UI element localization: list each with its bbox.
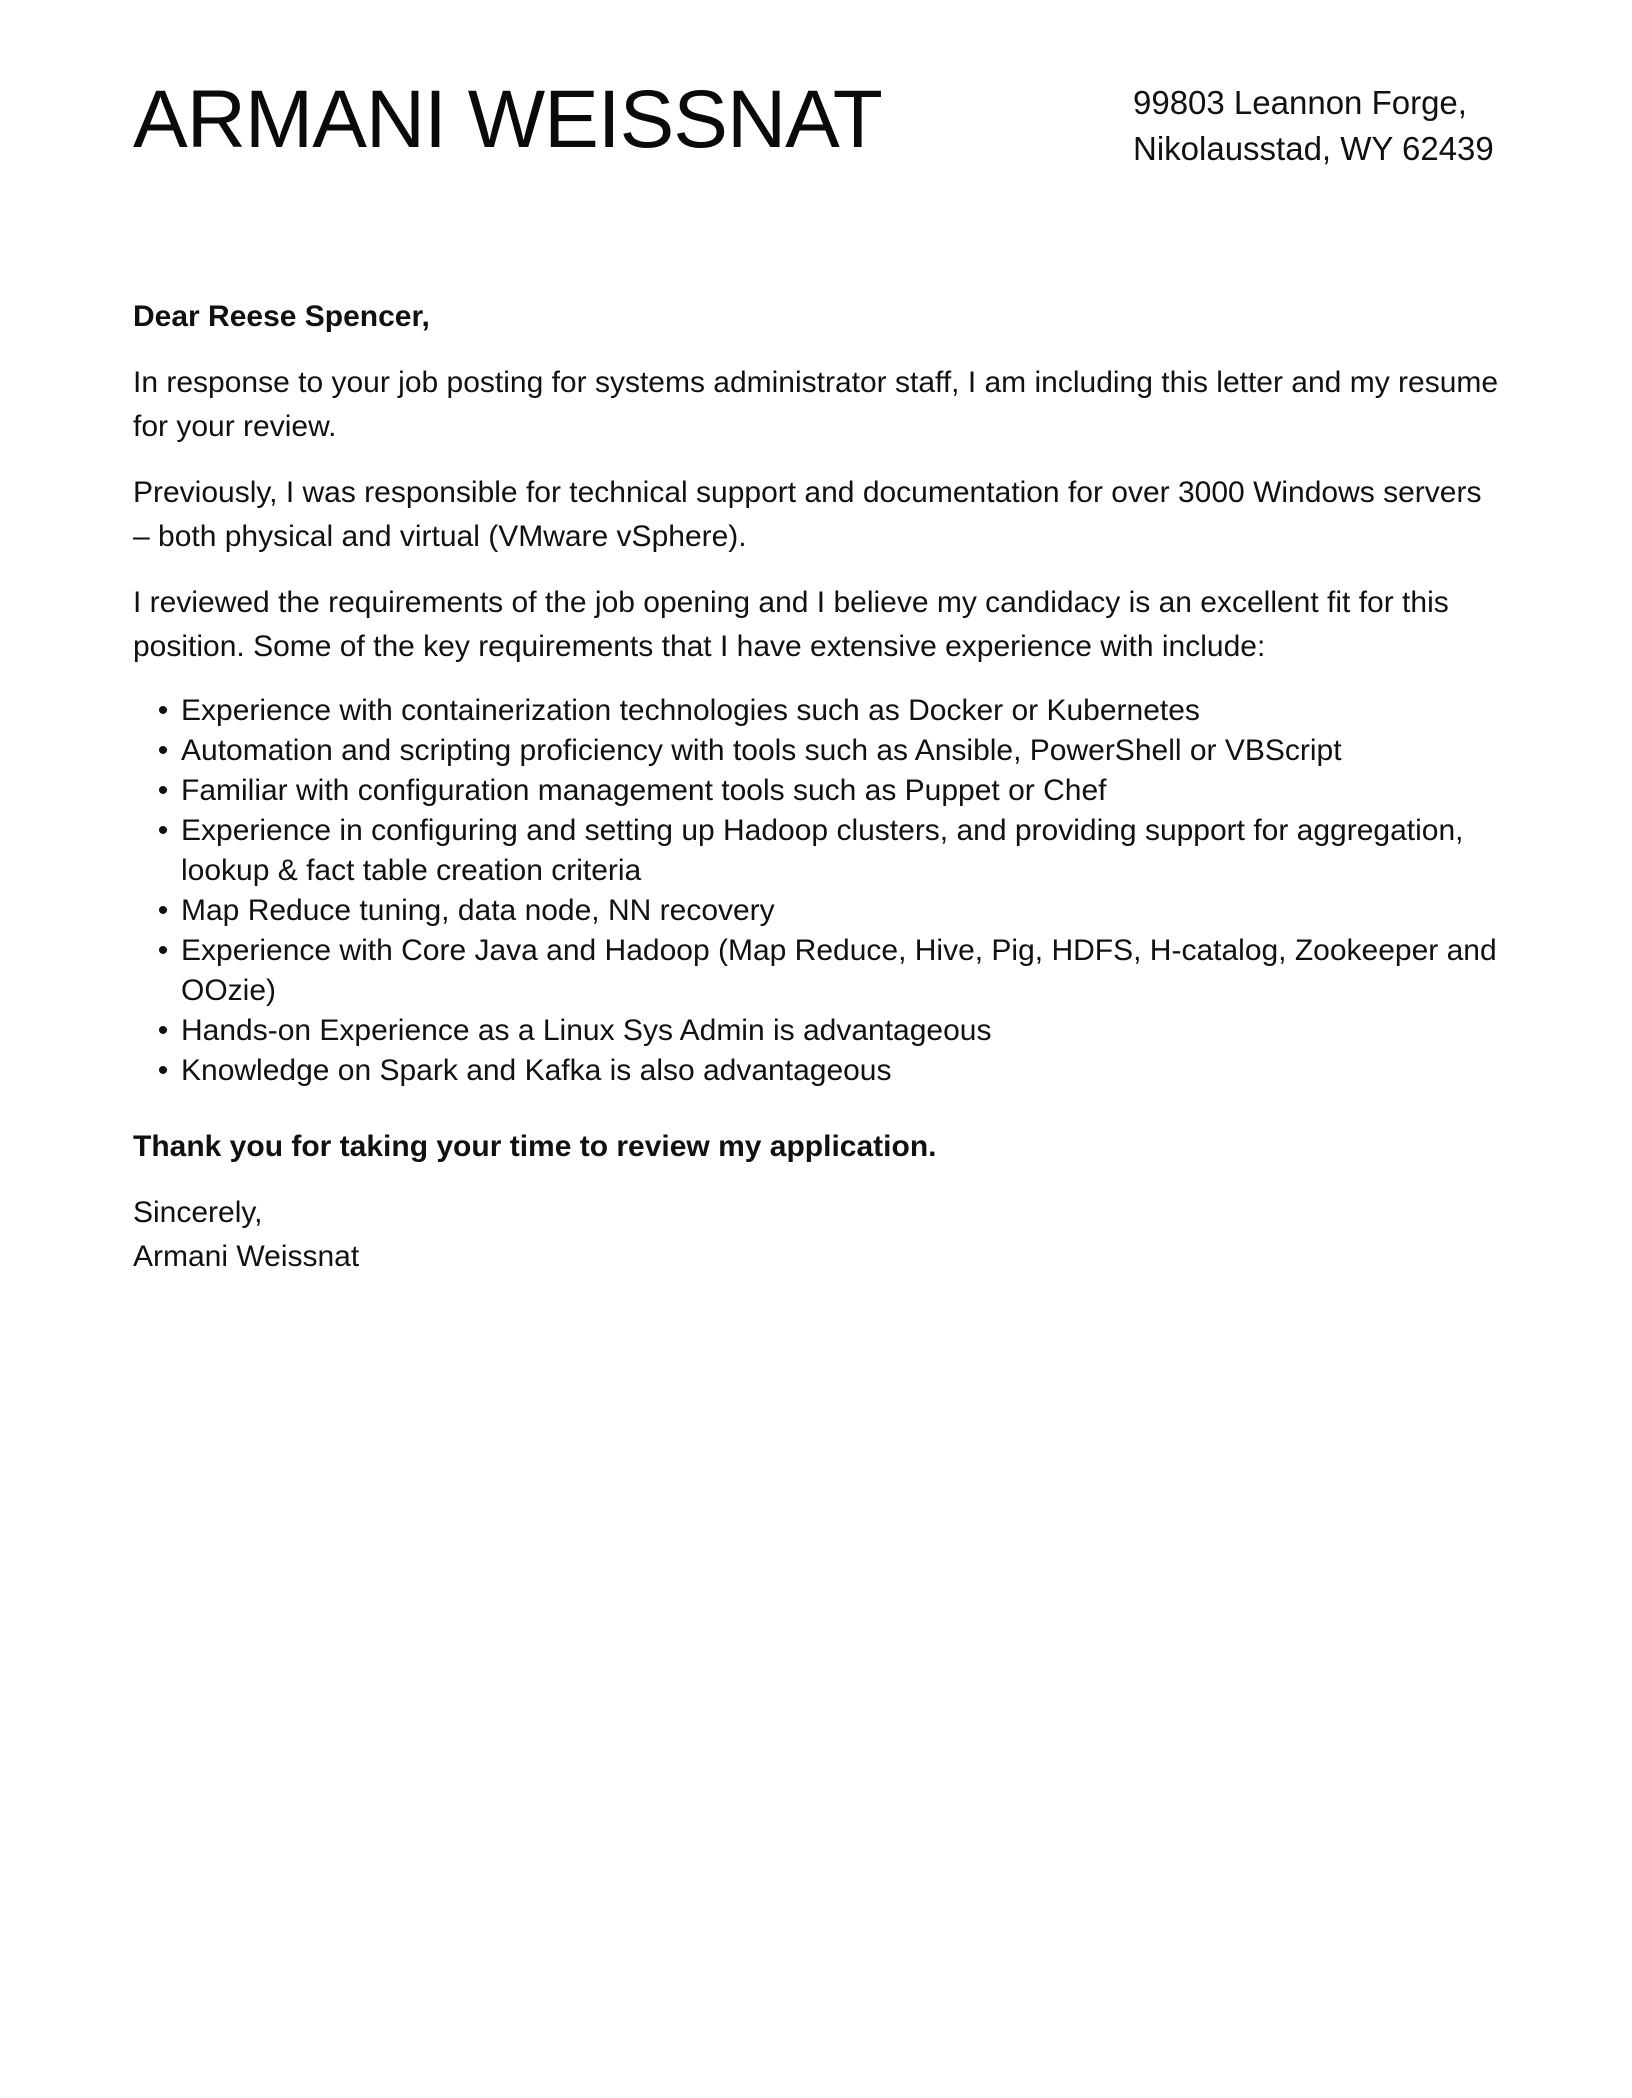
list-item [157, 811, 1503, 891]
paragraph-experience: Previously, I was responsible for technical support and documentation for over 3000 Windows servers – both physical and virtual (VMware vSphere). [133, 476, 1482, 553]
paragraph-intro: In response to your job posting for systems administrator staff, I am including this letter and my resume for your review. [133, 366, 1499, 443]
list-item-text: Automation and scripting proficiency with tools such as Ansible, PowerShell or VBScript [181, 734, 1342, 767]
thank-you-line: Thank you for taking your time to review my application. [133, 1130, 937, 1163]
bullet-icon: • [157, 774, 169, 807]
list-item [157, 731, 1503, 771]
bullet-icon: • [157, 1054, 169, 1087]
address-line-1: 99803 Leannon Forge, [1133, 84, 1467, 121]
bullet-icon: • [157, 934, 169, 967]
list-item [157, 1011, 1503, 1051]
list-item-text: Knowledge on Spark and Kafka is also advantageous [181, 1054, 892, 1087]
letterhead [133, 70, 1503, 190]
list-item [157, 1051, 1503, 1091]
bullet-icon: • [157, 694, 169, 727]
list-item [157, 691, 1503, 731]
list-item-text: Experience with Core Java and Hadoop (Map Reduce, Hive, Pig, HDFS, H-catalog, Zookeeper and OOzie) [181, 934, 1497, 1007]
list-item-text: Experience with containerization technologies such as Docker or Kubernetes [181, 694, 1200, 727]
list-item-text: Experience in configuring and setting up Hadoop clusters, and providing support for aggregation, lookup & fact table creation criteria [181, 814, 1464, 887]
sender-address [1133, 80, 1494, 172]
list-item-text: Hands-on Experience as a Linux Sys Admin is advantageous [181, 1014, 992, 1047]
list-item-text: Map Reduce tuning, data node, NN recovery [181, 894, 775, 927]
list-item [157, 931, 1503, 1011]
requirements-list [133, 691, 1503, 1091]
sender-name: ARMANI WEISSNAT [133, 74, 882, 165]
bullet-icon: • [157, 734, 169, 767]
salutation: Dear Reese Spencer, [133, 300, 430, 333]
bullet-icon: • [157, 814, 169, 847]
list-item [157, 891, 1503, 931]
closing-phrase: Sincerely, [133, 1196, 263, 1229]
sign-off [133, 1191, 1503, 1279]
bullet-icon: • [157, 894, 169, 927]
bullet-icon: • [157, 1014, 169, 1047]
letter-body [133, 295, 1503, 1279]
list-item-text: Familiar with configuration management tools such as Puppet or Chef [181, 774, 1107, 807]
list-item [157, 771, 1503, 811]
paragraph-requirements-intro: I reviewed the requirements of the job opening and I believe my candidacy is an excellent fit for this position. Some of the key requirements that I have extensive experience with include: [133, 586, 1449, 663]
address-line-2: Nikolausstad, WY 62439 [1133, 130, 1494, 167]
signature-name: Armani Weissnat [133, 1240, 360, 1273]
